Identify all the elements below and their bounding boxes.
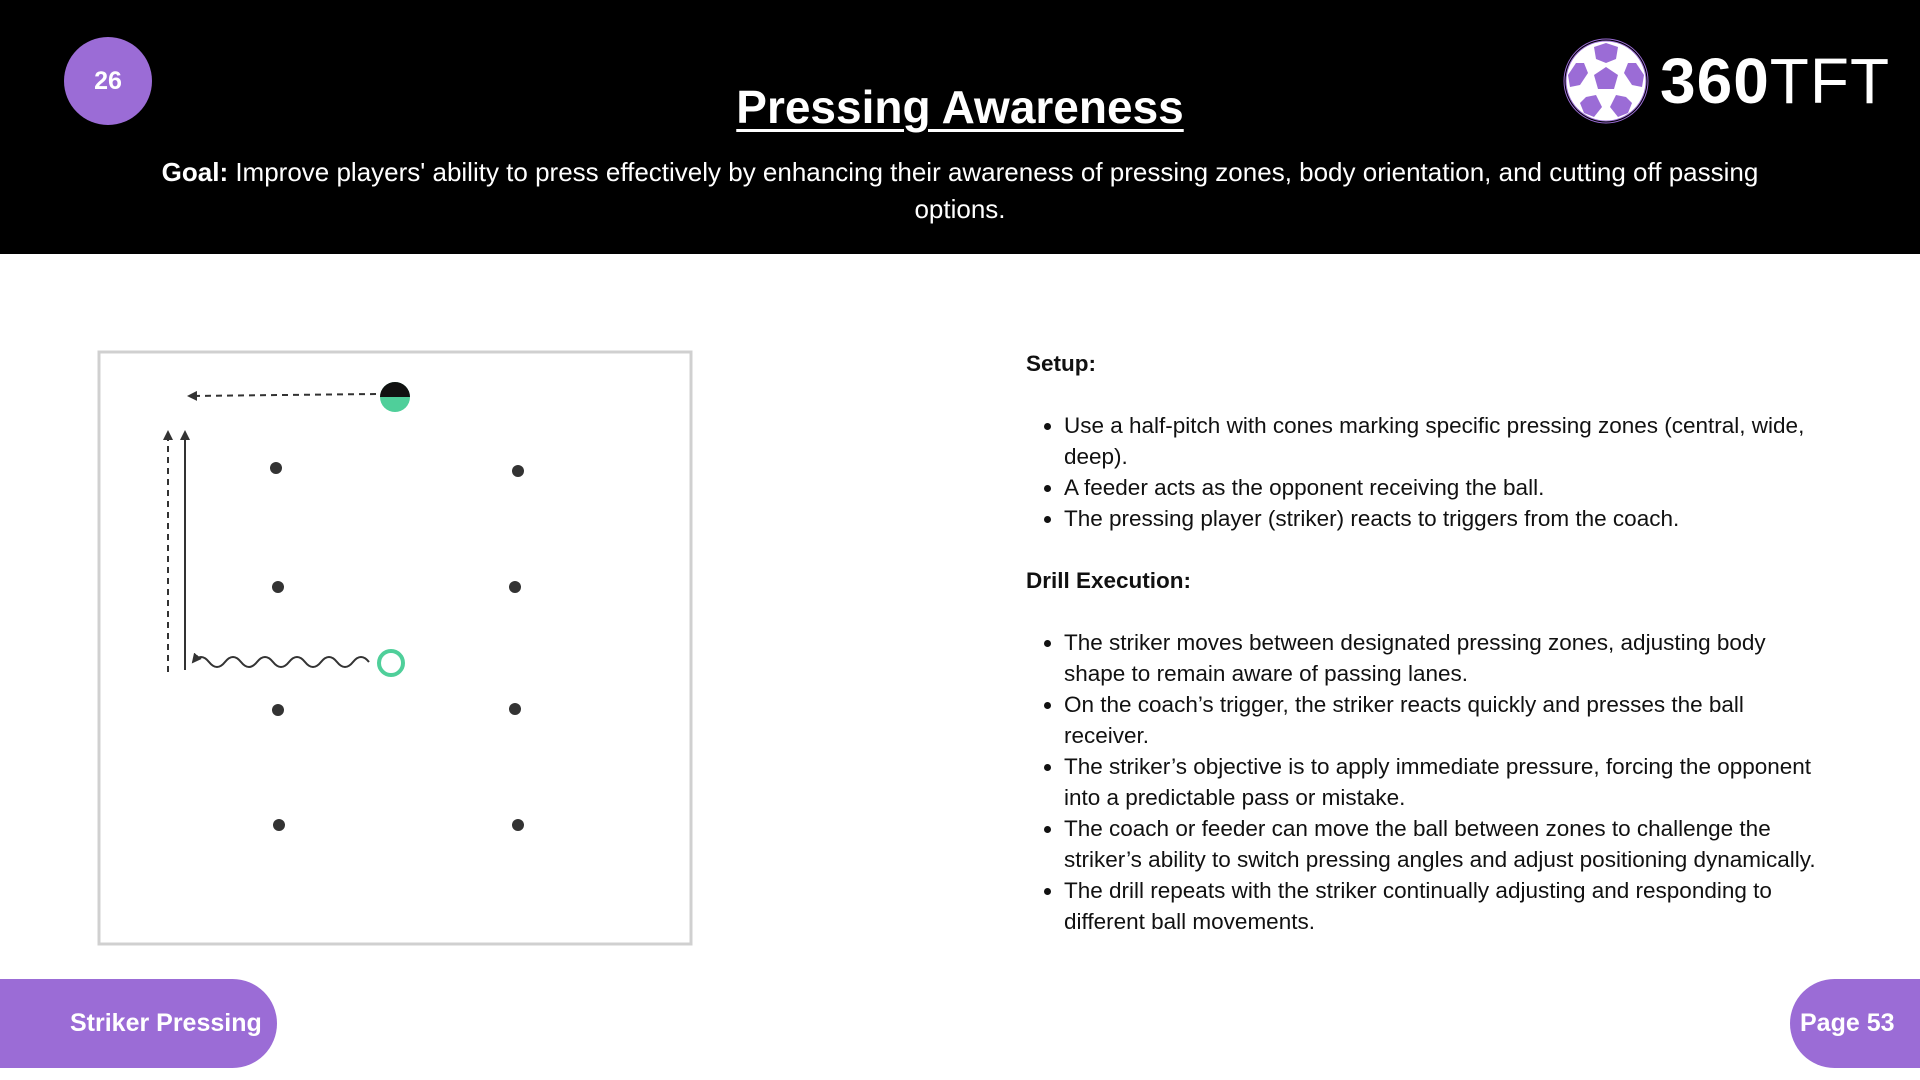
drill-number-badge: 26	[64, 37, 152, 125]
list-item: • Use a half-pitch with cones marking specific pressing zones (central, wide, deep).	[1064, 410, 1816, 472]
cone-marker	[512, 465, 524, 477]
brand-wordmark-bold: 360	[1660, 45, 1770, 117]
list-item: • A feeder acts as the opponent receiving the ball.	[1064, 472, 1816, 503]
cone-marker	[272, 581, 284, 593]
list-item: • The coach or feeder can move the ball between zones to challenge the striker’s ability to switch pressing angles and adjust positioning dynamically.	[1064, 813, 1816, 875]
feeder-player-icon	[380, 382, 410, 412]
drill-instructions	[1026, 348, 1816, 968]
brand-wordmark	[1660, 45, 1891, 117]
section-label-pill: Striker Pressing	[0, 979, 277, 1068]
header-band	[0, 0, 1920, 254]
page-number-pill: Page 53	[1790, 979, 1920, 1068]
list-item: • The striker moves between designated pressing zones, adjusting body shape to remain aware of passing lanes.	[1064, 627, 1816, 689]
goal-text: Improve players' ability to press effectively by enhancing their awareness of pressing zones, body orientation, and cutting off passing options.	[228, 157, 1759, 224]
brand-logo	[1562, 36, 1891, 126]
striker-player-icon	[379, 651, 403, 675]
list-item: • The striker’s objective is to apply immediate pressure, forcing the opponent into a predictable pass or mistake.	[1064, 751, 1816, 813]
list-item: • On the coach’s trigger, the striker reacts quickly and presses the ball receiver.	[1064, 689, 1816, 751]
execution-list	[1026, 627, 1816, 937]
soccer-ball-icon	[1562, 37, 1650, 125]
drill-diagram	[97, 350, 693, 946]
list-item: • The drill repeats with the striker continually adjusting and responding to different ball movements.	[1064, 875, 1816, 937]
page-title: Pressing Awareness	[736, 81, 1184, 133]
cone-marker	[272, 704, 284, 716]
cone-marker	[509, 703, 521, 715]
cone-marker	[273, 819, 285, 831]
setup-list	[1026, 410, 1816, 534]
pitch-area	[99, 352, 691, 944]
execution-heading: Drill Execution:	[1026, 568, 1192, 593]
cone-marker	[509, 581, 521, 593]
cone-marker	[270, 462, 282, 474]
goal-label: Goal:	[161, 157, 229, 187]
setup-heading: Setup:	[1026, 351, 1096, 376]
brand-wordmark-regular: TFT	[1769, 45, 1891, 117]
goal-statement	[120, 154, 1800, 228]
list-item: • The pressing player (striker) reacts to triggers from the coach.	[1064, 503, 1816, 534]
cone-marker	[512, 819, 524, 831]
